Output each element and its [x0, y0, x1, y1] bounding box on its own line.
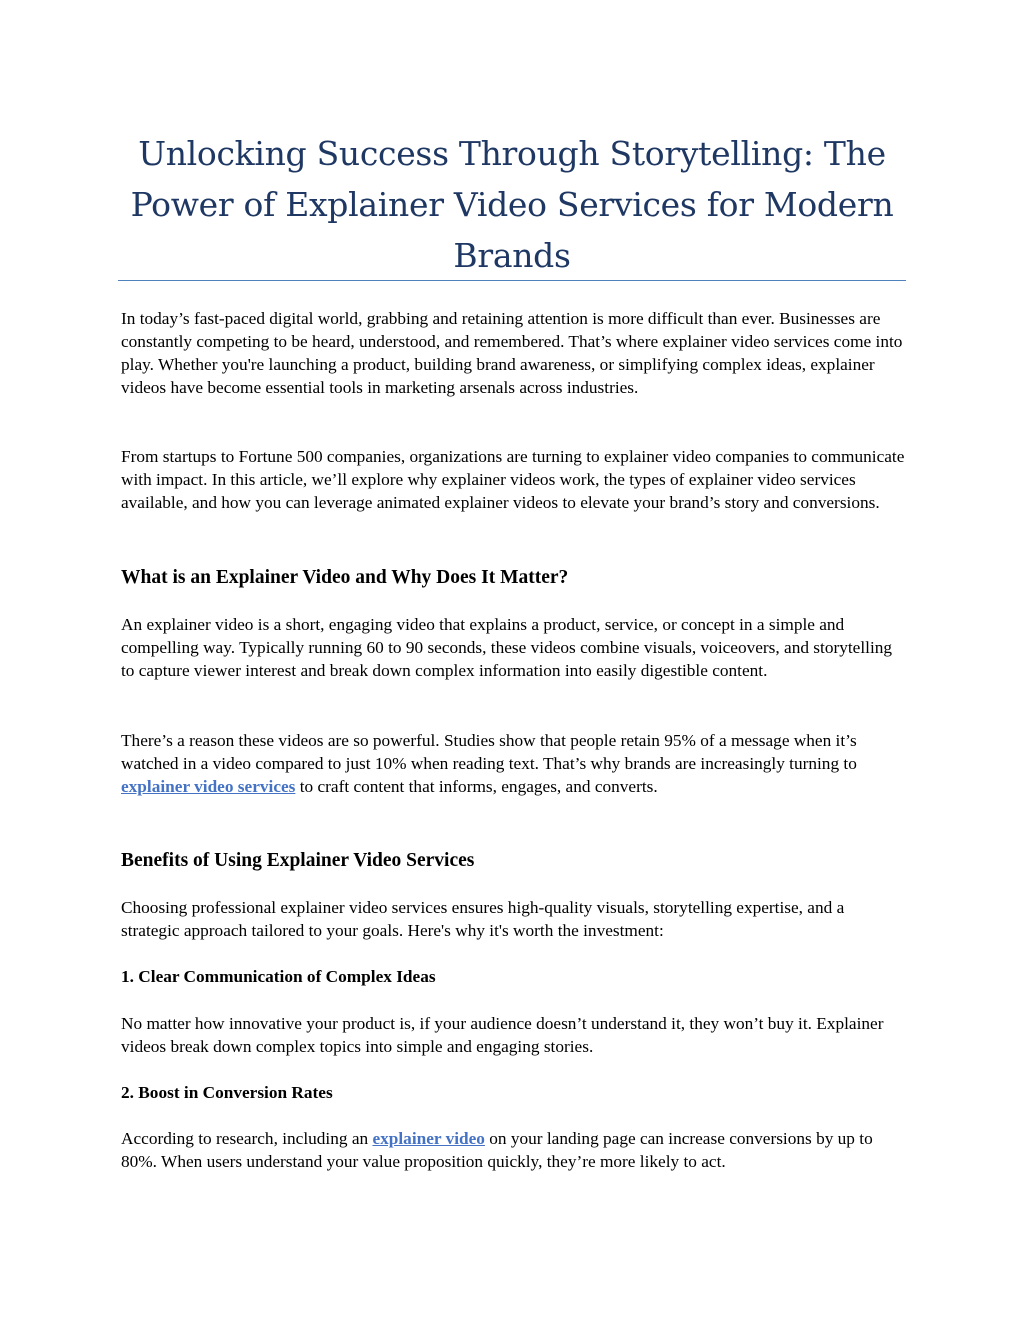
intro-paragraph-1: In today’s fast-paced digital world, grabbing and retaining attention is more difficult than ever. Businesses are constantly competing to be heard, understood, and remembered. That’s where explainer video services come into play. Whether you're launching a product, building brand awareness, or simplifying complex ideas, explainer videos have become essential tools in marketing arsenals across industries. [121, 309, 903, 397]
section-heading-what-is-explainer-video: What is an Explainer Video and Why Does It Matter? [121, 567, 569, 588]
section1-paragraph-1: An explainer video is a short, engaging video that explains a product, service, or concept in a simple and compelling way. Typically running 60 to 90 seconds, these videos combine visuals, voiceovers, and storytelling to capture viewer interest and break down complex information into easily digestible content. [121, 615, 893, 680]
benefit-text-clear-communication: No matter how innovative your product is, if your audience doesn’t understand it, they won’t buy it. Explainer videos break down complex topics into simple and engaging stories. [121, 1014, 884, 1056]
section1-paragraph-2 [121, 729, 906, 798]
title-underline-rule [118, 280, 906, 281]
explainer-video-services-link[interactable]: explainer video services [121, 777, 296, 796]
benefit-heading-clear-communication: 1. Clear Communication of Complex Ideas [121, 967, 436, 986]
benefit-heading-conversion-rates: 2. Boost in Conversion Rates [121, 1083, 333, 1102]
section1-paragraph-2-text-after: to craft content that informs, engages, and converts. [295, 777, 658, 796]
section2-paragraph-1: Choosing professional explainer video services ensures high-quality visuals, storytelling expertise, and a strategic approach tailored to your goals. Here's why it's worth the investment: [121, 898, 845, 940]
conversion-text-before: According to research, including an [121, 1129, 373, 1148]
section1-paragraph-2-text-before: There’s a reason these videos are so powerful. Studies show that people retain 95% of a message when it’s watched in a video compared to just 10% when reading text. That’s why brands are increasingly turning to [121, 731, 857, 773]
document-title: Unlocking Success Through Storytelling: The Power of Explainer Video Services for Modern Brands [130, 134, 894, 275]
benefit-text-conversion-rates [121, 1127, 906, 1173]
intro-paragraph-2: From startups to Fortune 500 companies, organizations are turning to explainer video companies to communicate with impact. In this article, we’ll explore why explainer videos work, the types of explainer video services available, and how you can leverage animated explainer videos to elevate your brand’s story and conversions. [121, 447, 905, 512]
explainer-video-link[interactable]: explainer video [372, 1129, 485, 1148]
section-heading-benefits: Benefits of Using Explainer Video Services [121, 850, 475, 871]
conversion-text-after: on your landing page can increase conversions by up to 80%. When users understand your value proposition quickly, they’re more likely to act. [121, 1129, 873, 1171]
